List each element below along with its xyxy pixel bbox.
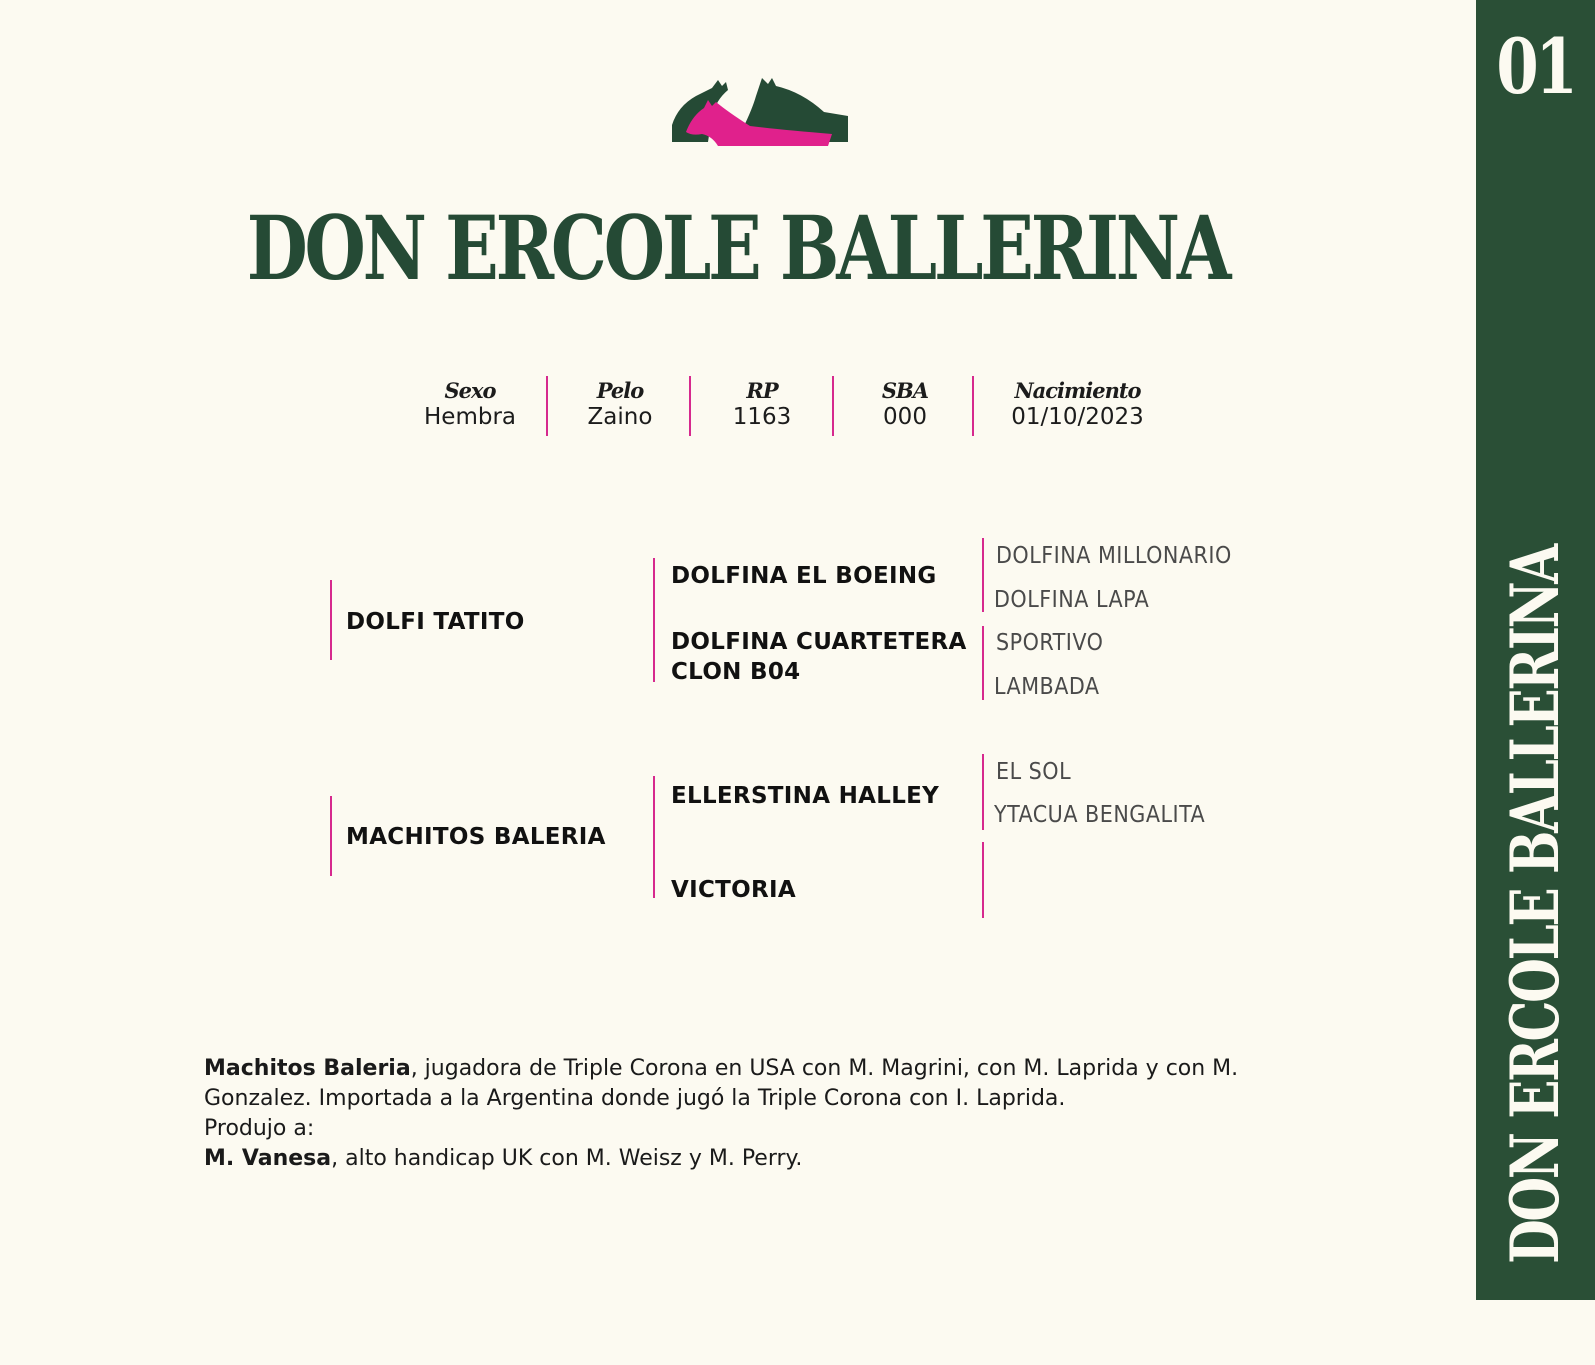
description-produced: Produjo a: bbox=[204, 1116, 315, 1141]
info-rp-value: 1163 bbox=[732, 404, 792, 430]
pedigree-bar bbox=[653, 776, 655, 898]
info-pelo-label: Pelo bbox=[596, 378, 644, 403]
sidebar-title bbox=[1496, 445, 1574, 1365]
pedigree-gen3-ds-dam: YTACUA BENGALITA bbox=[994, 802, 1206, 828]
pedigree-gen3-ss-sire: DOLFINA MILLONARIO bbox=[996, 543, 1232, 569]
divider bbox=[972, 376, 974, 436]
divider bbox=[832, 376, 834, 436]
description-offspring bbox=[204, 1144, 1314, 1174]
divider bbox=[689, 376, 691, 436]
pedigree-gen3-ds-sire: EL SOL bbox=[996, 759, 1072, 785]
description-paragraph bbox=[204, 1054, 1314, 1114]
pedigree-sire-sire: DOLFINA EL BOEING bbox=[671, 563, 937, 589]
description bbox=[204, 1054, 1314, 1174]
pedigree-bar bbox=[982, 538, 984, 612]
info-sba-label: SBA bbox=[881, 378, 929, 403]
info-sba bbox=[855, 378, 955, 430]
pedigree-bar bbox=[330, 796, 332, 876]
pedigree-sire: DOLFI TATITO bbox=[346, 609, 525, 635]
page-number: 01 bbox=[1496, 22, 1575, 111]
info-pelo-value: Zaino bbox=[587, 404, 653, 430]
info-nacimiento bbox=[1000, 378, 1155, 430]
info-nacimiento-label: Nacimiento bbox=[1014, 378, 1141, 403]
pedigree-bar bbox=[982, 842, 984, 918]
info-pelo bbox=[570, 378, 670, 430]
description-name: Machitos Baleria bbox=[204, 1056, 411, 1081]
horses-logo-icon bbox=[672, 70, 857, 150]
sidebar-title-text: DON ERCOLE BALLERINA bbox=[1496, 546, 1574, 1264]
offspring-name: M. Vanesa bbox=[204, 1146, 332, 1171]
pedigree-gen3-ss-dam: DOLFINA LAPA bbox=[994, 587, 1150, 613]
info-rp bbox=[712, 378, 812, 430]
pedigree-gen3-sd-dam: LAMBADA bbox=[994, 674, 1100, 700]
pedigree-bar bbox=[653, 558, 655, 682]
pedigree-gen3-sd-sire: SPORTIVO bbox=[996, 630, 1104, 656]
page-title: DON ERCOLE BALLERINA bbox=[247, 196, 1229, 300]
pedigree-dam: MACHITOS BALERIA bbox=[346, 824, 606, 850]
pedigree-sire-dam: DOLFINA CUARTETERA CLON B04 bbox=[671, 629, 967, 685]
info-sba-value: 000 bbox=[883, 404, 927, 430]
offspring-text: , alto handicap UK con M. Weisz y M. Perry. bbox=[331, 1146, 803, 1171]
info-sexo-label: Sexo bbox=[444, 378, 496, 403]
info-sexo-value: Hembra bbox=[424, 404, 516, 430]
pedigree-dam-sire: ELLERSTINA HALLEY bbox=[671, 783, 940, 809]
pedigree-bar bbox=[982, 754, 984, 830]
pedigree-bar bbox=[330, 580, 332, 660]
sidebar bbox=[1476, 0, 1595, 1300]
info-nacimiento-value: 01/10/2023 bbox=[1011, 404, 1144, 430]
info-sexo bbox=[415, 378, 525, 430]
pedigree-bar bbox=[982, 626, 984, 700]
pedigree-dam-dam: VICTORIA bbox=[671, 877, 796, 903]
description-text: , jugadora de Triple Corona en USA con M. Magrini, con M. Laprida y con M. Gonzalez. Importada a la Argentina donde jugó la Triple Corona con I. Laprida. bbox=[204, 1056, 1239, 1111]
info-rp-label: RP bbox=[746, 378, 778, 403]
divider bbox=[546, 376, 548, 436]
